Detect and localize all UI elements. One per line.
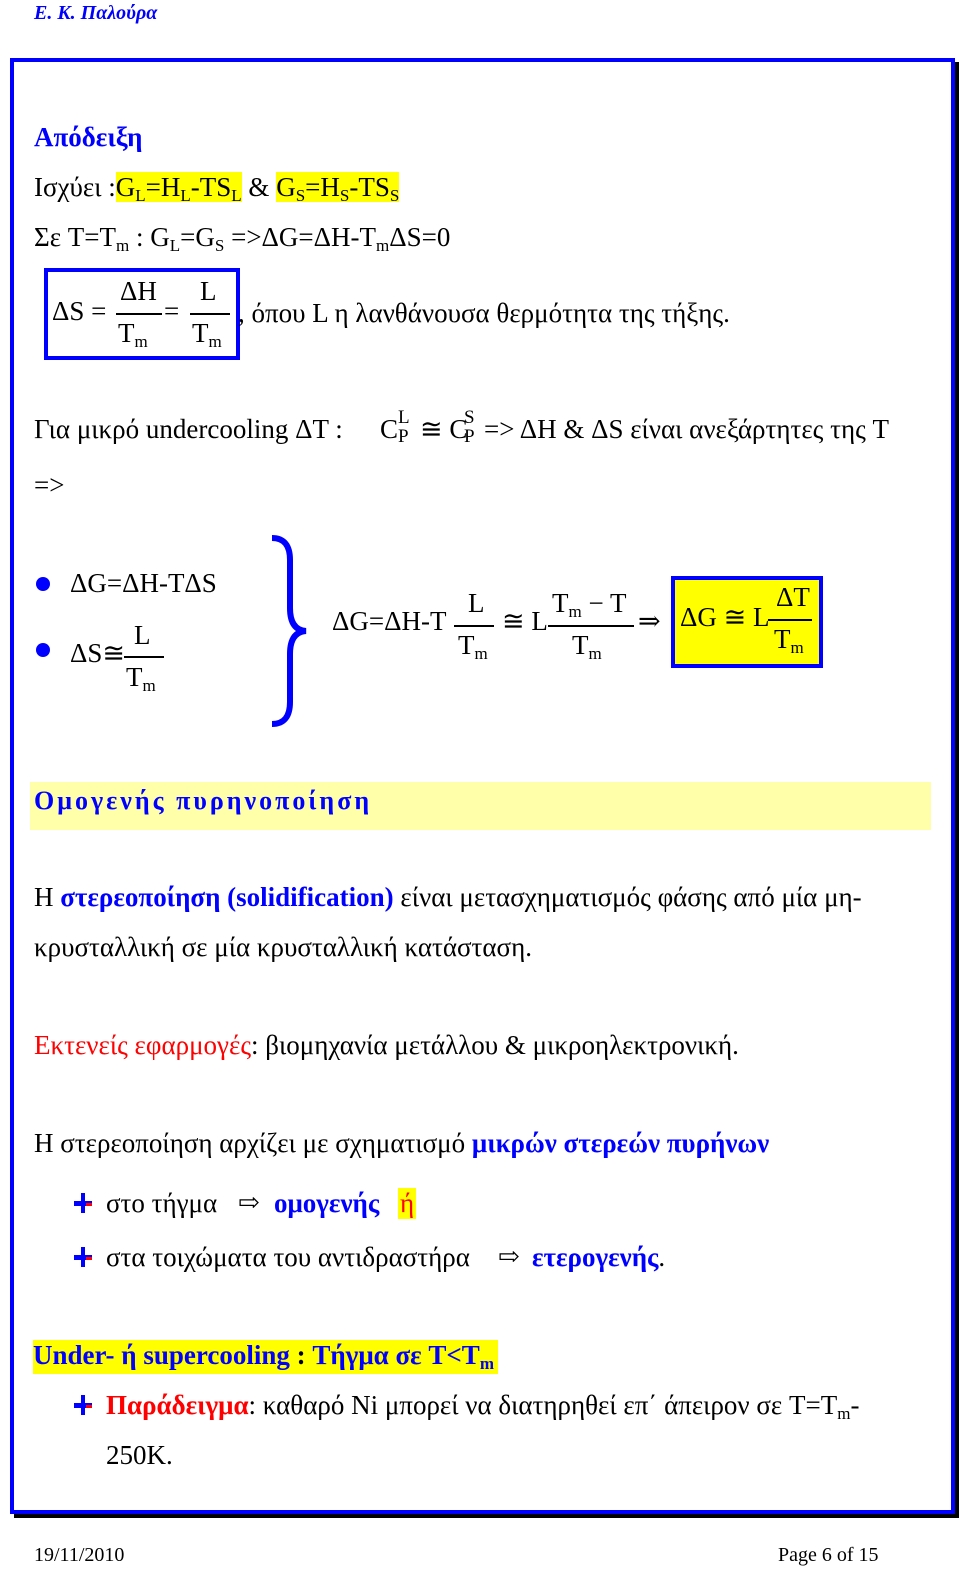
cp-conclusion: => ΔH & ΔS είναι ανεξάρτητες της T	[484, 414, 890, 444]
proof-line-1: Ισχύει $:G_L=H_L-TS_L$ & $G_S=H_S-TS_S$	[34, 172, 400, 205]
final-lhs: ΔG ≅ L	[680, 602, 770, 632]
hollow-arrow-icon: ⇨	[238, 1188, 260, 1217]
example-line1: Παράδειγμα: καθαρό Ni μπορεί να διατηρηθεί επ΄ άπειρον σε $T=T_m-$	[106, 1390, 860, 1423]
hollow-arrow-icon: ⇨	[498, 1242, 520, 1271]
footer-date: 19/11/2010	[34, 1544, 125, 1566]
line1-expr-g-l: $G_L=H_L-TS_L$	[115, 172, 242, 205]
box-eq: =	[164, 296, 180, 326]
proof-line-2: Σε $T=T_m$ : $G_L=G_S =>\Delta G=\Delta H-T_m\Delta S=0$	[34, 222, 451, 255]
undercooling-text: Για μικρό undercooling ΔT :	[34, 414, 343, 444]
implies-double-arrow-icon: ⇒	[638, 606, 661, 636]
proof-title: Απόδειξη	[34, 122, 143, 152]
box-den1: $T_m$	[118, 318, 148, 351]
item1-text: στο τήγμα	[106, 1188, 218, 1218]
box-den2: $T_m$	[192, 318, 222, 351]
bullet-2-lhs: ΔS≅	[70, 638, 126, 668]
box-lhs: ΔS =	[52, 296, 107, 326]
line1-prefix: Ισχύει :	[34, 172, 116, 202]
right-brace-icon	[262, 534, 312, 728]
bullet-dot-1	[36, 577, 50, 591]
footer-page: Page 6 of 15	[778, 1544, 879, 1566]
para1-line1: Η στερεοποίηση (solidification) είναι μετασχηματισμός φάσης από μία μη-	[34, 882, 862, 912]
box-num1: ΔH	[120, 276, 157, 306]
list-marker-icon	[72, 1394, 96, 1418]
section-title: Ομογενής πυρηνοποίηση	[34, 786, 373, 815]
item2-text: στα τοιχώματα του αντιδραστήρα	[106, 1242, 470, 1272]
item1-homogeneous: ομογενής	[274, 1188, 380, 1218]
para2: Εκτενείς εφαρμογές: βιομηχανία μετάλλου & μικροηλεκτρονική.	[34, 1030, 739, 1060]
para1-line2: κρυσταλλική σε μία κρυσταλλική κατάσταση.	[34, 932, 532, 962]
cp-relation: C	[380, 414, 399, 444]
result-frac2-den: $T_m$	[572, 630, 602, 663]
result-frac1-num: L	[468, 588, 485, 618]
para3: Η στερεοποίηση αρχίζει με σχηματισμό μικρών στερεών πυρήνων	[34, 1128, 770, 1158]
result-lhs: ΔG=ΔH-T	[332, 606, 447, 636]
implies-arrow: =>	[34, 470, 65, 500]
author-header: Ε. Κ. Παλούρα	[34, 2, 158, 24]
example-line2: 250K.	[106, 1440, 173, 1470]
supercooling-line: Under- ή supercooling : Τήγμα σε $T<T_m$	[33, 1340, 498, 1374]
bullet-2-num: L	[134, 620, 151, 650]
final-num: ΔT	[776, 582, 810, 612]
final-den: $T_m$	[774, 624, 804, 657]
result-approx-l: ≅ L	[502, 606, 548, 636]
item2-heterogeneous: ετερογενής.	[532, 1242, 666, 1272]
bullet-1-text: ΔG=ΔH-TΔS	[70, 568, 217, 598]
bullet-2-den: $T_m$	[126, 662, 156, 695]
line1-expr-g-s: $G_S=H_S-TS_S$	[276, 172, 400, 205]
item1-or: ή	[400, 1188, 415, 1218]
bullet-dot-2	[36, 643, 50, 657]
box-note: , όπου L η λανθάνουσα θερμότητα της τήξης.	[238, 298, 730, 328]
box-num2: L	[200, 276, 217, 306]
list-marker-icon	[72, 1246, 96, 1270]
result-frac2-num: $T_m - T$	[552, 588, 627, 621]
list-marker-icon	[72, 1192, 96, 1216]
result-frac1-den: $T_m$	[458, 630, 488, 663]
